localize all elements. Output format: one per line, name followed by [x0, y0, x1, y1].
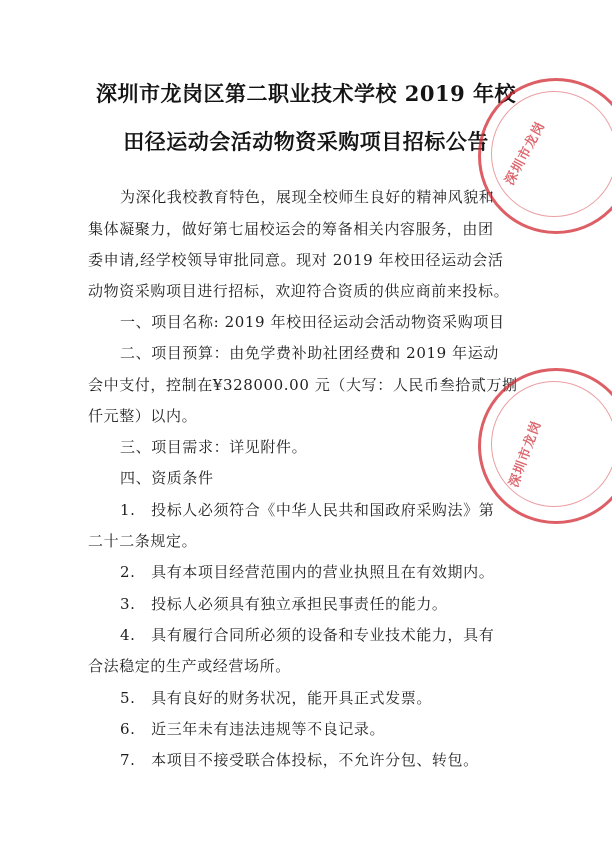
seal-text: 深圳市龙岗: [502, 119, 549, 188]
document-title-line-2: 田径运动会活动物资采购项目招标公告: [123, 129, 489, 154]
body-line: 集体凝聚力，做好第七届校运会的筹备相关内容服务，由团: [88, 220, 494, 238]
body-line: 6. 近三年未有违法违规等不良记录。: [120, 720, 386, 738]
body-line: 三、项目需求：详见附件。: [120, 438, 308, 456]
body-line: 动物资采购项目进行招标，欢迎符合资质的供应商前来投标。: [88, 282, 510, 300]
document-title-line-1: 深圳市龙岗区第二职业技术学校 2019 年校: [95, 81, 517, 106]
body-line: 2. 具有本项目经营范围内的营业执照且在有效期内。: [120, 563, 495, 581]
body-line: 四、资质条件: [120, 469, 214, 487]
body-line: 会中支付，控制在¥328000.00 元（大写：人民币叁拾贰万捌: [88, 376, 518, 394]
body-line: 1. 投标人必须符合《中华人民共和国政府采购法》第: [120, 501, 495, 519]
body-line: 5. 具有良好的财务状况，能开具正式发票。: [120, 689, 432, 707]
seal-inner-ring: [491, 381, 612, 507]
seal-text: 深圳市龙岗: [506, 418, 545, 490]
body-line: 3. 投标人必须具有独立承担民事责任的能力。: [120, 595, 448, 613]
body-line: 仟元整）以内。: [88, 407, 198, 425]
body-line: 为深化我校教育特色，展现全校师生良好的精神风貌和: [120, 188, 495, 206]
body-line: 委申请,经学校领导审批同意。现对 2019 年校田径运动会活: [88, 251, 504, 269]
body-line: 合法稳定的生产或经营场所。: [88, 657, 291, 675]
body-line: 二、项目预算：由免学费补助社团经费和 2019 年运动: [120, 344, 499, 362]
body-line: 4. 具有履行合同所必须的设备和专业技术能力，具有: [120, 626, 495, 644]
body-line: 7. 本项目不接受联合体投标，不允许分包、转包。: [120, 751, 479, 769]
seal-inner-ring: [491, 91, 612, 217]
body-line: 一、项目名称: 2019 年校田径运动会活动物资采购项目: [120, 313, 505, 331]
body-line: 二十二条规定。: [88, 532, 198, 550]
